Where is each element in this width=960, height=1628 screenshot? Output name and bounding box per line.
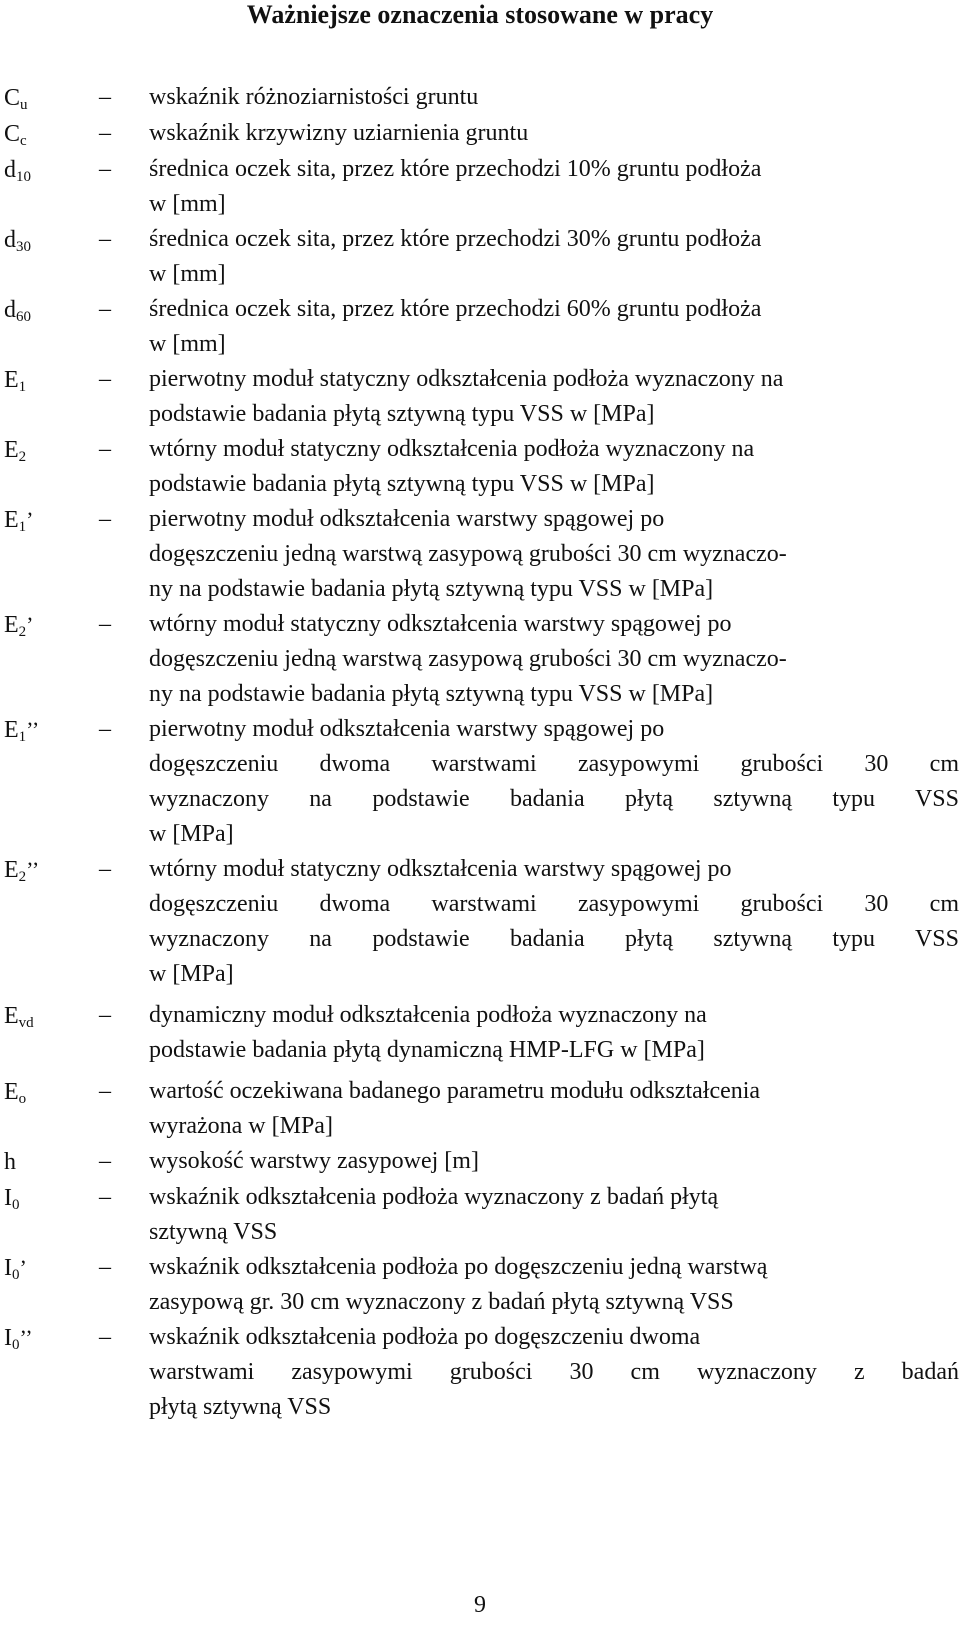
symbol [4, 432, 99, 468]
definition-line: podstawie badania płytą dynamiczną HMP-LFG w [MPa] [149, 1037, 705, 1063]
list-item [4, 1144, 959, 1180]
definition-line: ny na podstawie badania płytą sztywną typu VSS w [MPa] [149, 576, 714, 602]
definition-line: w [mm] [149, 261, 226, 287]
page-number: 9 [474, 1592, 486, 1618]
dash-separator: – [99, 1184, 111, 1210]
list-item [4, 607, 959, 712]
symbol [4, 607, 99, 643]
symbol [4, 1144, 99, 1180]
definition [149, 292, 959, 362]
definition [149, 1144, 959, 1179]
symbol [4, 1250, 99, 1286]
symbol-subscript: 2 [18, 449, 27, 465]
definition-line: wtórny moduł statyczny odkształcenia warstwy spągowej po [149, 856, 732, 882]
symbol-main: d [4, 157, 16, 183]
definition [149, 1074, 959, 1144]
dash-separator: – [99, 856, 111, 882]
symbol [4, 1180, 99, 1216]
definition-line: wyznaczony na podstawie badania płytą sztywną typu VSS [149, 786, 959, 812]
symbol-main: d [4, 227, 16, 253]
dash-separator: – [99, 611, 111, 637]
symbol-main: d [4, 297, 16, 323]
symbol-main: E [4, 612, 19, 638]
definition [149, 432, 959, 502]
list-item [4, 116, 959, 152]
symbol [4, 1320, 99, 1356]
dash-separator: – [99, 1324, 111, 1350]
symbol [4, 152, 99, 188]
definition [149, 1320, 959, 1425]
symbol [4, 712, 99, 748]
symbol-main: h [4, 1149, 16, 1175]
definition-line: w [MPa] [149, 821, 234, 847]
definition-line: w [mm] [149, 191, 226, 217]
list-item [4, 852, 959, 992]
definition-line: wyrażona w [MPa] [149, 1113, 333, 1139]
definition-line: dynamiczny moduł odkształcenia podłoża wyznaczony na [149, 1002, 707, 1028]
symbol-subscript: vd [18, 1015, 34, 1031]
symbol-main: I [4, 1325, 12, 1351]
definition-line: wtórny moduł statyczny odkształcenia warstwy spągowej po [149, 611, 732, 637]
symbol [4, 292, 99, 328]
list-item [4, 1320, 959, 1425]
symbol [4, 852, 99, 888]
dash-separator: – [99, 1148, 111, 1174]
symbol-prime: ’ [26, 612, 34, 637]
list-item [4, 1074, 959, 1144]
list-item [4, 222, 959, 292]
symbol-main: E [4, 1003, 19, 1029]
definition [149, 152, 959, 222]
dash-separator: – [99, 296, 111, 322]
symbol-subscript: c [20, 133, 27, 149]
symbol-prime: ’’ [26, 717, 40, 742]
list-item [4, 80, 959, 116]
definition-line: zasypową gr. 30 cm wyznaczony z badań płytą sztywną VSS [149, 1289, 734, 1315]
symbol-main: E [4, 717, 19, 743]
definition-line: wtórny moduł statyczny odkształcenia podłoża wyznaczony na [149, 436, 755, 462]
definition [149, 1250, 959, 1320]
dash-separator: – [99, 120, 111, 146]
definition-line: dogęszczeniu dwoma warstwami zasypowymi grubości 30 cm [149, 891, 959, 917]
definition-line: wskaźnik różnoziarnistości gruntu [149, 84, 479, 110]
definition [149, 116, 959, 151]
definition-line: wysokość warstwy zasypowej [m] [149, 1148, 479, 1174]
symbol [4, 116, 99, 152]
definition-line: średnica oczek sita, przez które przechodzi 30% gruntu podłoża [149, 226, 762, 252]
symbol-prime: ’’ [19, 1325, 33, 1350]
symbol-subscript: 30 [16, 239, 31, 255]
definition [149, 222, 959, 292]
symbol-subscript: 2 [18, 869, 27, 885]
dash-separator: – [99, 1002, 111, 1028]
dash-separator: – [99, 506, 111, 532]
definition-line: wskaźnik odkształcenia podłoża wyznaczony z badań płytą [149, 1184, 719, 1210]
list-item [4, 998, 959, 1068]
definition-line: pierwotny moduł odkształcenia warstwy spągowej po [149, 506, 665, 532]
list-item [4, 1180, 959, 1250]
definition [149, 852, 959, 992]
definition-line: wskaźnik krzywizny uziarnienia gruntu [149, 120, 529, 146]
list-item [4, 292, 959, 362]
definition-line: wyznaczony na podstawie badania płytą sztywną typu VSS [149, 926, 959, 952]
symbol-subscript: 10 [16, 169, 31, 185]
definition [149, 502, 959, 607]
definition [149, 1180, 959, 1250]
definition-line: wskaźnik odkształcenia podłoża po dogęszczeniu jedną warstwą [149, 1254, 768, 1280]
symbol-subscript: 2 [18, 624, 27, 640]
symbol-main: E [4, 857, 19, 883]
list-item [4, 1250, 959, 1320]
dash-separator: – [99, 366, 111, 392]
definition [149, 362, 959, 432]
symbol-subscript: 0 [12, 1197, 20, 1213]
dash-separator: – [99, 156, 111, 182]
symbol-list [4, 80, 959, 1425]
definition-line: wskaźnik odkształcenia podłoża po dogęszczeniu dwoma [149, 1324, 701, 1350]
definition [149, 712, 959, 852]
symbol-main: C [4, 85, 21, 111]
symbol-prime: ’ [19, 1255, 27, 1280]
definition-line: w [MPa] [149, 961, 234, 987]
symbol-subscript: 60 [16, 309, 31, 325]
definition-line: warstwami zasypowymi grubości 30 cm wyznaczony z badań [149, 1359, 959, 1385]
symbol-subscript: 0 [12, 1337, 20, 1353]
dash-separator: – [99, 1254, 111, 1280]
definition-line: ny na podstawie badania płytą sztywną typu VSS w [MPa] [149, 681, 714, 707]
symbol-subscript: u [20, 97, 28, 113]
definition-line: dogęszczeniu jedną warstwą zasypową grubości 30 cm wyznaczo- [149, 541, 787, 567]
symbol-main: E [4, 367, 19, 393]
symbol [4, 502, 99, 538]
definition-line: sztywną VSS [149, 1219, 278, 1245]
symbol [4, 1074, 99, 1110]
dash-separator: – [99, 436, 111, 462]
dash-separator: – [99, 84, 111, 110]
symbol-prime: ’ [26, 507, 34, 532]
definition-line: średnica oczek sita, przez które przechodzi 10% gruntu podłoża [149, 156, 762, 182]
definition-line: podstawie badania płytą sztywną typu VSS w [MPa] [149, 471, 655, 497]
symbol [4, 362, 99, 398]
page-title: Ważniejsze oznaczenia stosowane w pracy [246, 0, 714, 29]
symbol-subscript: 1 [18, 729, 27, 745]
symbol-main: I [4, 1185, 12, 1211]
definition-line: w [mm] [149, 331, 226, 357]
symbol-subscript: 0 [12, 1267, 20, 1283]
definition-line: pierwotny moduł statyczny odkształcenia podłoża wyznaczony na [149, 366, 784, 392]
definition [149, 80, 959, 115]
list-item [4, 712, 959, 852]
definition-line: średnica oczek sita, przez które przechodzi 60% gruntu podłoża [149, 296, 762, 322]
definition-line: dogęszczeniu dwoma warstwami zasypowymi grubości 30 cm [149, 751, 959, 777]
symbol-subscript: 1 [18, 519, 27, 535]
list-item [4, 432, 959, 502]
definition [149, 998, 959, 1068]
symbol-main: E [4, 507, 19, 533]
symbol-subscript: o [18, 1091, 27, 1107]
definition-line: podstawie badania płytą sztywną typu VSS w [MPa] [149, 401, 655, 427]
dash-separator: – [99, 1078, 111, 1104]
symbol [4, 80, 99, 116]
symbol-main: E [4, 1079, 19, 1105]
definition-line: wartość oczekiwana badanego parametru modułu odkształcenia [149, 1078, 761, 1104]
symbol-main: I [4, 1255, 12, 1281]
symbol-main: C [4, 121, 21, 147]
list-item [4, 152, 959, 222]
symbol-main: E [4, 437, 19, 463]
symbol-prime: ’’ [26, 857, 40, 882]
symbol [4, 998, 99, 1034]
dash-separator: – [99, 716, 111, 742]
list-item [4, 502, 959, 607]
list-item [4, 362, 959, 432]
definition-line: płytą sztywną VSS [149, 1394, 332, 1420]
definition-line: pierwotny moduł odkształcenia warstwy spągowej po [149, 716, 665, 742]
dash-separator: – [99, 226, 111, 252]
definition-line: dogęszczeniu jedną warstwą zasypową grubości 30 cm wyznaczo- [149, 646, 787, 672]
symbol [4, 222, 99, 258]
symbol-subscript: 1 [18, 379, 27, 395]
definition [149, 607, 959, 712]
